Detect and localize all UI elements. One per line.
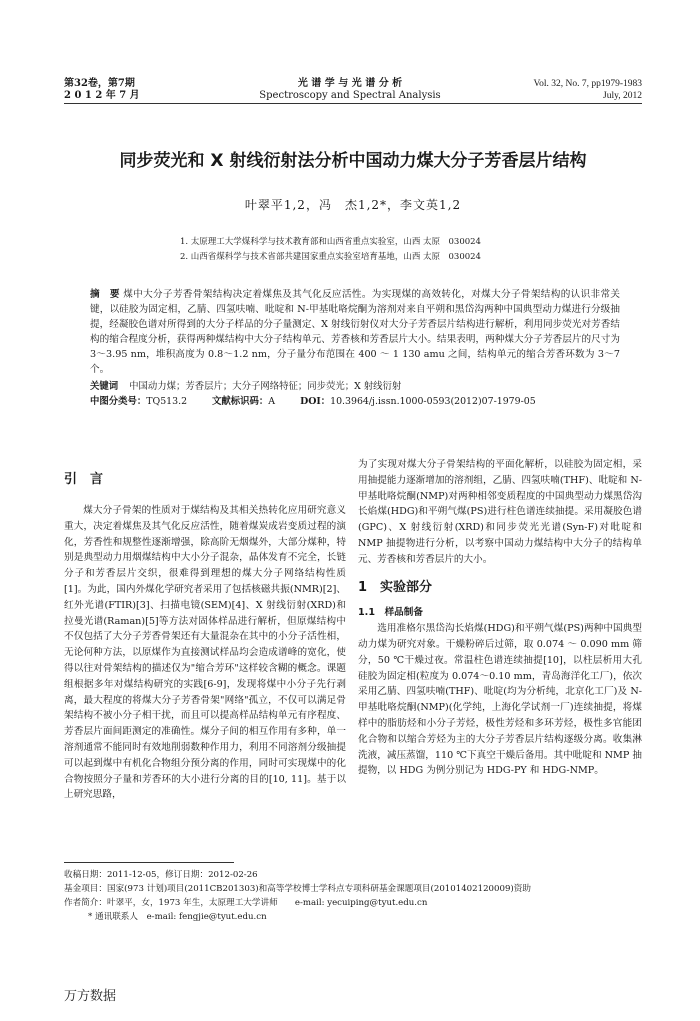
clc-label: 中图分类号：: [90, 396, 147, 407]
footnote-received: 收稿日期：2011-12-05，修订日期：2012-02-26: [64, 870, 258, 880]
footnote-funding: 基金项目：国家(973 计划)项目(2011CB201303)和高等学校博士学科点专项科研基金课题项目(20101402120009)资助: [64, 884, 531, 894]
intro-paragraph: 煤大分子骨架的性质对于煤结构及其相关热转化应用研究意义重大，决定着煤焦及其气化反应活性，随着煤炭成岩变质过程的演化，芳香性和规整性逐渐增强，除高阶无烟煤外，大部分煤种，特别是典型动力用烟煤结构中大小分子混杂，晶体发育不完全，长链分子和芳香层片交织，很难得到理想的煤大分子网络结构性质[1]。为此，国内外煤化学研究者采用了包括核磁共振(NMR)[2]、红外光谱(FTIR)[3]、扫描电镜(SEM)[4]、X 射线衍射(XRD)和拉曼光谱(Raman)[5]等方法对固体样品进行解析，但原煤结构中不仅包括了大分子芳香骨架还有大量混杂在其中的小分子活性相，无论何种方法，以原煤作为直接测试样品均会造成谱峰的宽化，使得以往对骨架结构的描述仅为"缩合芳环"这样较含糊的概念。课题组根据多年对煤结构研究的实践[6-9]，发现将煤中小分子先行剥离，最大程度的将煤大分子芳香骨架"网络"孤立，不仅可以满足骨架结构不被小分子相干扰，而且可以提高样品结构单元有序程度、芳香层片面间距测定的准确性。煤分子间的相互作用有多种，单一溶剂通常不能同时有效地削弱数种作用力，利用不同溶剂分级抽提可以起到煤中有机化合物组分预分离的作用，同时可实现煤中的化合物按照分子量和芳香环的大小进行分离的目的[10, 11]。基于以上研究思路，: [64, 505, 346, 801]
classification-line: [90, 394, 620, 409]
header-journal-block: [240, 78, 460, 102]
header-rule: [64, 103, 642, 104]
doc-code-label: 文献标识码：: [212, 396, 269, 407]
header-volume-block: [64, 78, 140, 102]
keywords-block: [90, 379, 620, 409]
footnotes: [64, 868, 642, 924]
intro-heading: 引 言: [64, 472, 104, 487]
right-paragraph-2-text: 选用准格尔黑岱沟长焰煤(HDG)和平朔气煤(PS)两种中国典型动力煤为研究对象。干燥粉碎后过筛，取 0.074 ～ 0.090 mm 筛分，50 ℃干燥过夜。常温柱色谱连续抽提[10]，以柱层析用大孔硅胶为固定相(粒度为 0.074～0.10 mm，青岛海洋化工厂)，依次采用乙腈、四氢呋喃(THF)、吡啶(均为分析纯，北京化工厂)及 N-甲基吡咯烷酮(NMP)(化学纯，上海化学试剂一厂)连续抽提，将煤样中的脂肪烃和小分子芳烃，极性芳烃和多环芳烃，极性多官能团化合物和以缩合芳烃为主的大分子芳香层片结构逐级分离。收集淋洗液，减压蒸馏，110 ℃下真空干燥后备用。其中吡啶和 NMP 抽提物，以 HDG 为例分别记为 HDG-PY 和 HDG-NMP。: [358, 623, 642, 777]
keywords-text: 中国动力煤；芳香层片；大分子网络特征；同步荧光；X 射线衍射: [129, 381, 402, 392]
header-date-en: July, 2012: [603, 91, 642, 101]
subsection-heading-sample-prep: 1.1 样品制备: [358, 607, 423, 619]
header-journal-cn: 光 谱 学 与 光 谱 分 析: [297, 78, 403, 89]
section-heading-experiment: 1 实验部分: [358, 579, 433, 595]
wanfang-watermark: 万方数据: [64, 989, 117, 1004]
footnote-rule: [64, 862, 234, 863]
header-volume-cn: 第32卷，第7期: [64, 78, 135, 89]
doi-value: 10.3964/j.issn.1000-0593(2012)07-1979-05: [330, 396, 536, 407]
abstract-text: 煤中大分子芳香骨架结构决定着煤焦及其气化反应活性。为实现煤的高效转化，对煤大分子骨架结构的认识非常关键，以硅胶为固定相，乙腈、四氢呋喃、吡啶和 N-甲基吡咯烷酮为溶剂对来自平朔和黑岱沟两种中国典型动力煤进行分级抽提，经凝胶色谱对所得到的大分子样品的分子量测定、X 射线衍射仪对大分子芳香层片结构进行解析，利用同步荧光对芳香结构的缩合程度分析，获得两种煤结构中大分子结构单元、芳香核和芳香层片大小。结果表明，两种煤大分子芳香层片的尺寸为 3～3.95 nm，堆积高度为 0.8～1.2 nm，分子量分布范围在 400 ～ 1 130 amu 之间，结构单元的缩合芳香环数为 3～7 个。: [90, 289, 620, 375]
doi-label: DOI：: [300, 396, 331, 407]
doc-code-value: A: [268, 396, 276, 407]
header-journal-en: Spectroscopy and Spectral Analysis: [259, 90, 441, 101]
keywords-label: 关键词: [90, 381, 119, 392]
footnote-corresponding: * 通讯联系人 e-mail: fengjie@tyut.edu.cn: [88, 912, 267, 922]
header-volume-en: Vol. 32, No. 7, pp1979-1983: [533, 79, 642, 89]
abstract-label: 摘 要: [90, 289, 120, 300]
paper-authors: 叶翠平1,2，冯 杰1,2*，李文英1,2: [244, 198, 462, 212]
affiliation-1: 1. 太原理工大学煤科学与技术教育部和山西省重点实验室，山西 太原 030024: [180, 237, 481, 247]
right-col-paragraph-1: [358, 457, 642, 779]
abstract: [90, 287, 620, 377]
clc-value: TQ513.2: [146, 396, 188, 407]
footnote-author-bio: 作者简介：叶翠平，女，1973 年生，太原理工大学讲师 e-mail: yecuiping@tyut.edu.cn: [64, 898, 428, 908]
keywords-line: [90, 379, 620, 394]
paper-title: 同步荧光和 X 射线衍射法分析中国动力煤大分子芳香层片结构: [119, 151, 587, 171]
affiliation-2: 2. 山西省煤科学与技术省部共建国家重点实验室培育基地，山西 太原 030024: [180, 252, 481, 262]
header-volume-en-block: [533, 78, 642, 102]
header-date-cn: 2 0 1 2 年 7 月: [64, 90, 140, 101]
right-paragraph-1-text: 为了实现对煤大分子骨架结构的平面化解析，以硅胶为固定相，采用抽提能力逐渐增加的溶剂组，乙腈、四氢呋喃(THF)、吡啶和 N-甲基吡咯烷酮(NMP)对两种相邻变质程度的中国典型动力煤黑岱沟长焰煤(HDG)和平朔气煤(PS)进行柱色谱连续抽提。采用凝胶色谱(GPC)、X 射线衍射(XRD)和同步荧光光谱(Syn-F)对吡啶和 NMP 抽提物进行分析，以考察中国动力煤结构中大分子的结构单元、芳香核和芳香层片的大小。: [358, 459, 642, 565]
